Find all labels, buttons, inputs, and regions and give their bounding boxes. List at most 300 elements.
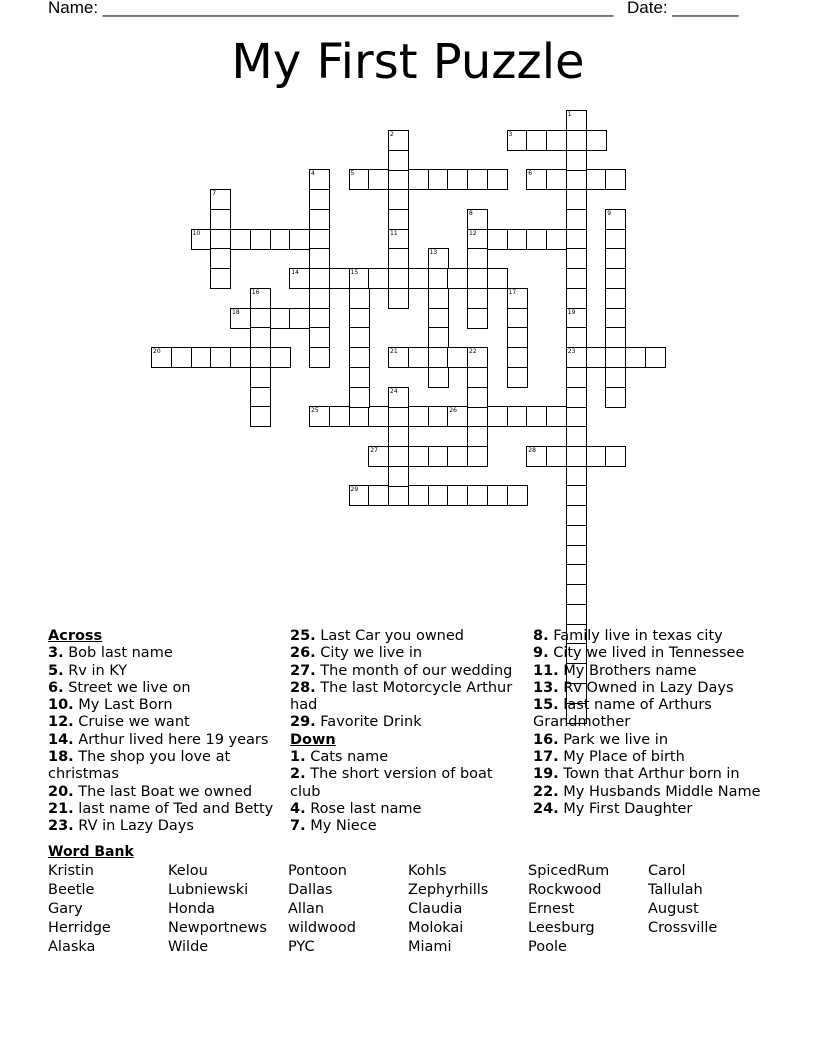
word-bank-word: PYC [288,939,315,955]
down-clues-part2 [533,628,773,818]
grid-cell[interactable] [507,327,528,348]
grid-cell[interactable] [566,169,587,190]
word-bank-word: Lubniewski [168,882,249,898]
grid-cell[interactable] [250,327,271,348]
grid-cell[interactable] [467,229,488,250]
clue-number: 7. [290,818,306,835]
grid-cell[interactable] [487,485,508,506]
clue-text: Bob last name [63,645,173,662]
clue-text: Park we live in [558,731,669,748]
grid-cell[interactable] [349,347,370,368]
grid-cell[interactable] [309,347,330,368]
grid-cell[interactable] [546,130,567,151]
clue-text: City we lived in Tennessee [548,645,745,662]
clue-text: last name of Ted and Betty [73,800,274,817]
clue [533,732,773,749]
clue-number: 14. [48,731,74,748]
grid-cell[interactable] [388,426,409,447]
grid-cell[interactable] [467,288,488,309]
clue [533,645,773,662]
clue-text: The month of our wedding [315,662,513,679]
grid-cell[interactable] [546,406,567,427]
word-bank-word: Carol [648,863,686,879]
grid-cell[interactable] [507,288,528,309]
grid-cell[interactable] [210,347,231,368]
grid-clue-number: 6 [528,170,533,178]
grid-cell[interactable] [230,308,251,329]
grid-cell[interactable] [526,446,547,467]
clue-text: Street we live on [63,679,191,696]
clue-number: 12. [48,714,74,731]
grid-cell[interactable] [309,229,330,250]
grid-cell[interactable] [566,268,587,289]
clue [48,697,283,714]
clue-text: Favorite Drink [315,714,422,731]
grid-cell[interactable] [270,347,291,368]
grid-cell[interactable] [526,406,547,427]
grid-cell[interactable] [566,367,587,388]
grid-cell[interactable] [507,229,528,250]
word-bank-word: Newportnews [168,920,267,936]
grid-cell[interactable] [566,505,587,526]
clue-number: 18. [48,749,74,766]
word-bank-word: Herridge [48,920,111,936]
word-bank-word: Poole [528,939,567,955]
grid-cell[interactable] [428,347,449,368]
grid-cell[interactable] [428,288,449,309]
grid-cell[interactable] [230,347,251,368]
grid-cell[interactable] [270,308,291,329]
grid-cell[interactable] [566,446,587,467]
clue [48,818,283,835]
grid-cell[interactable] [546,169,567,190]
clue [290,663,522,680]
clue-text: RV in Lazy Days [73,818,194,835]
grid-cell[interactable] [586,347,607,368]
clue [533,801,773,818]
grid-cell[interactable] [566,347,587,368]
grid-cell[interactable] [368,446,389,467]
clue-number: 23. [48,818,74,835]
grid-cell[interactable] [428,308,449,329]
grid-clue-number: 3 [508,130,513,138]
grid-cell[interactable] [230,229,251,250]
grid-cell[interactable] [566,248,587,269]
grid-clue-number: 22 [469,348,477,355]
grid-cell[interactable] [447,268,468,289]
clue-text: Last Car you owned [315,628,464,644]
grid-cell[interactable] [388,406,409,427]
clue [290,680,522,715]
grid-cell[interactable] [329,268,350,289]
grid-cell[interactable] [250,308,271,329]
word-bank-word: Gary [48,901,83,917]
grid-cell[interactable] [210,229,231,250]
grid-cell[interactable] [368,485,389,506]
grid-cell[interactable] [605,327,626,348]
word-bank-word: SpicedRum [528,863,610,879]
clue-text: Rose last name [305,800,422,817]
grid-cell[interactable] [566,525,587,546]
word-bank-word: Honda [168,901,216,917]
grid-clue-number: 15 [350,269,359,276]
clue-text: Arthur lived here 19 years [73,731,269,748]
clue-text: Cats name [305,749,389,766]
grid-cell[interactable] [210,248,231,269]
grid-cell[interactable] [191,347,212,368]
grid-cell[interactable] [566,604,587,625]
grid-cell[interactable] [289,229,310,250]
grid-cell[interactable] [507,485,528,506]
clue-text: The last Motorcycle Arthur had [290,679,513,714]
grid-cell[interactable] [566,150,587,171]
clue [48,645,283,662]
word-bank-word: Tallulah [648,882,703,898]
clue-text: last name of Arthurs Grandmother [533,697,712,731]
grid-clue-number: 24 [390,387,398,395]
grid-cell[interactable] [566,466,587,487]
word-bank-word: Leesburg [528,920,595,936]
clue [290,749,522,766]
clue [48,732,283,749]
grid-cell[interactable] [605,347,626,368]
grid-cell[interactable] [586,130,607,151]
grid-cell[interactable] [507,367,528,388]
grid-clue-number: 4 [311,170,315,178]
clue-text: The last Boat we owned [73,783,253,800]
clues-col-3 [533,628,773,818]
grid-cell[interactable] [447,406,468,427]
grid-clue-number: 20 [153,348,161,355]
word-bank-word: Kristin [48,863,94,879]
grid-cell[interactable] [250,347,271,368]
grid-cell[interactable] [388,288,409,309]
grid-cell[interactable] [289,308,310,329]
grid-cell[interactable] [250,288,271,309]
clue-text: The shop you love at christmas [48,749,231,783]
grid-cell[interactable] [566,189,587,210]
clue-text: My Place of birth [558,749,685,766]
grid-cell[interactable] [151,347,172,368]
grid-cell[interactable] [408,268,429,289]
clue-number: 27. [290,662,316,679]
grid-cell[interactable] [349,406,370,427]
down-clues-part1 [290,749,522,835]
grid-cell[interactable] [467,268,488,289]
word-bank-column [648,862,717,938]
clue-number: 3. [48,645,64,662]
grid-clue-number: 10 [192,229,201,237]
grid-cell[interactable] [507,308,528,329]
grid-cell[interactable] [349,308,370,329]
clue-number: 24. [533,800,559,817]
clue-number: 22. [533,783,559,800]
grid-cell[interactable] [428,485,449,506]
grid-cell[interactable] [349,268,370,289]
grid-cell[interactable] [566,209,587,230]
grid-clue-number: 25 [311,407,319,415]
grid-cell[interactable] [447,485,468,506]
grid-cell[interactable] [349,367,370,388]
word-bank-word: Crossville [648,920,718,936]
grid-cell[interactable] [605,169,626,190]
word-bank-column [288,862,356,957]
grid-cell[interactable] [605,308,626,329]
grid-cell[interactable] [349,387,370,408]
grid-cell[interactable] [605,229,626,250]
clue-text: My Husbands Middle Name [558,783,761,800]
grid-cell[interactable] [507,406,528,427]
grid-cell[interactable] [566,564,587,585]
grid-cell[interactable] [309,406,330,427]
grid-clue-number: 28 [528,446,536,454]
grid-cell[interactable] [428,406,449,427]
grid-cell[interactable] [428,446,449,467]
grid-cell[interactable] [467,446,488,467]
grid-cell[interactable] [388,268,409,289]
grid-cell[interactable] [428,327,449,348]
grid-cell[interactable] [329,406,350,427]
grid-cell[interactable] [250,367,271,388]
grid-cell[interactable] [309,209,330,230]
grid-cell[interactable] [388,189,409,210]
grid-cell[interactable] [270,229,291,250]
grid-cell[interactable] [388,485,409,506]
grid-cell[interactable] [605,268,626,289]
word-bank-word: wildwood [288,920,356,936]
grid-clue-number: 17 [508,288,517,296]
grid-clue-number: 1 [567,111,572,118]
grid-cell[interactable] [566,545,587,566]
grid-cell[interactable] [487,169,508,190]
clue-text: My First Daughter [558,800,693,817]
grid-cell[interactable] [645,347,666,368]
clue [533,697,773,732]
clue [290,628,522,645]
grid-clue-number: 14 [291,269,299,276]
grid-cell[interactable] [250,387,271,408]
grid-cell[interactable] [250,406,271,427]
grid-cell[interactable] [605,367,626,388]
grid-cell[interactable] [309,327,330,348]
grid-clue-number: 23 [567,348,576,355]
grid-cell[interactable] [408,169,429,190]
grid-cell[interactable] [546,446,567,467]
grid-cell[interactable] [487,406,508,427]
grid-cell[interactable] [349,327,370,348]
grid-cell[interactable] [388,130,409,151]
across-heading: Across [48,628,103,644]
grid-cell[interactable] [566,387,587,408]
grid-cell[interactable] [566,110,587,131]
grid-cell[interactable] [467,367,488,388]
grid-clue-number: 19 [567,308,576,316]
grid-cell[interactable] [408,347,429,368]
grid-cell[interactable] [210,209,231,230]
grid-cell[interactable] [388,229,409,250]
grid-cell[interactable] [526,130,547,151]
grid-cell[interactable] [210,268,231,289]
grid-cell[interactable] [428,268,449,289]
grid-cell[interactable] [467,347,488,368]
grid-cell[interactable] [467,485,488,506]
clue [533,680,773,697]
grid-cell[interactable] [566,327,587,348]
grid-clue-number: 11 [390,229,398,237]
clues-col-2 [290,628,522,836]
clue-number: 26. [290,645,316,662]
down-heading: Down [290,731,336,748]
across-clues-part1 [48,645,283,835]
clue [290,801,522,818]
clue-text: Cruise we want [73,714,190,731]
clues-col-1 [48,628,283,836]
grid-clue-number: 27 [370,446,378,454]
clue-text: Town that Arthur born in [558,766,740,783]
grid-cell[interactable] [309,248,330,269]
grid-cell[interactable] [368,268,389,289]
grid-clue-number: 12 [469,229,477,237]
grid-clue-number: 13 [429,249,438,257]
grid-cell[interactable] [467,426,488,447]
clue-text: Rv Owned in Lazy Days [558,679,734,696]
clue-text: My Last Born [73,697,173,714]
clue-number: 1. [290,749,306,766]
grid-cell[interactable] [309,189,330,210]
clue-number: 9. [533,645,549,662]
word-bank-word: Miami [408,939,452,955]
clue-text: Rv in KY [63,662,128,679]
grid-cell[interactable] [526,169,547,190]
grid-cell[interactable] [467,308,488,329]
grid-cell[interactable] [408,406,429,427]
grid-cell[interactable] [566,485,587,506]
grid-cell[interactable] [605,288,626,309]
clue [290,818,522,835]
clue-number: 29. [290,714,316,731]
grid-cell[interactable] [428,367,449,388]
grid-cell[interactable] [487,229,508,250]
grid-cell[interactable] [507,130,528,151]
grid-cell[interactable] [388,387,409,408]
word-bank-title: Word Bank [48,844,134,860]
grid-clue-number: 7 [212,190,217,197]
grid-cell[interactable] [467,406,488,427]
grid-cell[interactable] [388,150,409,171]
grid-cell[interactable] [566,406,587,427]
grid-cell[interactable] [467,248,488,269]
grid-cell[interactable] [388,248,409,269]
grid-cell[interactable] [388,169,409,190]
grid-cell[interactable] [210,189,231,210]
date-line: Date: _______ [627,0,739,17]
grid-cell[interactable] [526,229,547,250]
grid-cell[interactable] [605,248,626,269]
grid-cell[interactable] [349,485,370,506]
grid-cell[interactable] [566,426,587,447]
clue [533,766,773,783]
word-bank-word: Alaska [48,939,96,955]
word-bank-word: Zephyrhills [408,882,489,898]
word-bank-word: Dallas [288,882,333,898]
clue [48,680,283,697]
grid-cell[interactable] [447,446,468,467]
clue-number: 2. [290,766,306,783]
grid-cell[interactable] [447,347,468,368]
grid-cell[interactable] [191,229,212,250]
grid-cell[interactable] [368,406,389,427]
grid-cell[interactable] [349,288,370,309]
grid-cell[interactable] [566,288,587,309]
grid-cell[interactable] [605,209,626,230]
clue-number: 6. [48,679,64,696]
grid-cell[interactable] [388,466,409,487]
grid-cell[interactable] [408,446,429,467]
grid-cell[interactable] [467,387,488,408]
grid-cell[interactable] [566,229,587,250]
clue-number: 19. [533,766,559,783]
grid-cell[interactable] [309,268,330,289]
grid-cell[interactable] [566,130,587,151]
across-clues-part2 [290,628,522,732]
grid-cell[interactable] [309,308,330,329]
grid-cell[interactable] [447,169,468,190]
grid-cell[interactable] [349,169,370,190]
word-bank-column [48,862,111,957]
word-bank-word: Kelou [168,863,208,879]
grid-cell[interactable] [408,485,429,506]
grid-cell[interactable] [467,209,488,230]
clue-text: City we live in [315,645,423,662]
grid-cell[interactable] [566,584,587,605]
grid-cell[interactable] [368,169,389,190]
grid-cell[interactable] [309,288,330,309]
grid-cell[interactable] [171,347,192,368]
clue [48,749,283,784]
grid-clue-number: 29 [350,486,359,494]
grid-cell[interactable] [546,229,567,250]
clue-number: 25. [290,628,316,644]
grid-cell[interactable] [586,169,607,190]
grid-cell[interactable] [487,268,508,289]
clue-text: The short version of boat club [290,766,493,800]
grid-cell[interactable] [388,347,409,368]
clue-number: 20. [48,783,74,800]
grid-cell[interactable] [625,347,646,368]
grid-cell[interactable] [289,268,310,289]
grid-cell[interactable] [605,387,626,408]
grid-cell[interactable] [605,446,626,467]
grid-cell[interactable] [507,347,528,368]
grid-cell[interactable] [428,169,449,190]
grid-cell[interactable] [566,308,587,329]
grid-clue-number: 9 [607,209,612,217]
grid-cell[interactable] [309,169,330,190]
grid-cell[interactable] [388,209,409,230]
word-bank-word: Molokai [408,920,464,936]
clue-text: Family live in texas city [548,628,723,644]
word-bank-column [528,862,609,957]
grid-cell[interactable] [586,446,607,467]
clue-number: 21. [48,800,74,817]
word-bank-word: Kohls [408,863,447,879]
grid-cell[interactable] [428,248,449,269]
grid-cell[interactable] [467,169,488,190]
grid-cell[interactable] [250,229,271,250]
clue [533,784,773,801]
clue-number: 8. [533,628,549,644]
grid-cell[interactable] [388,446,409,467]
